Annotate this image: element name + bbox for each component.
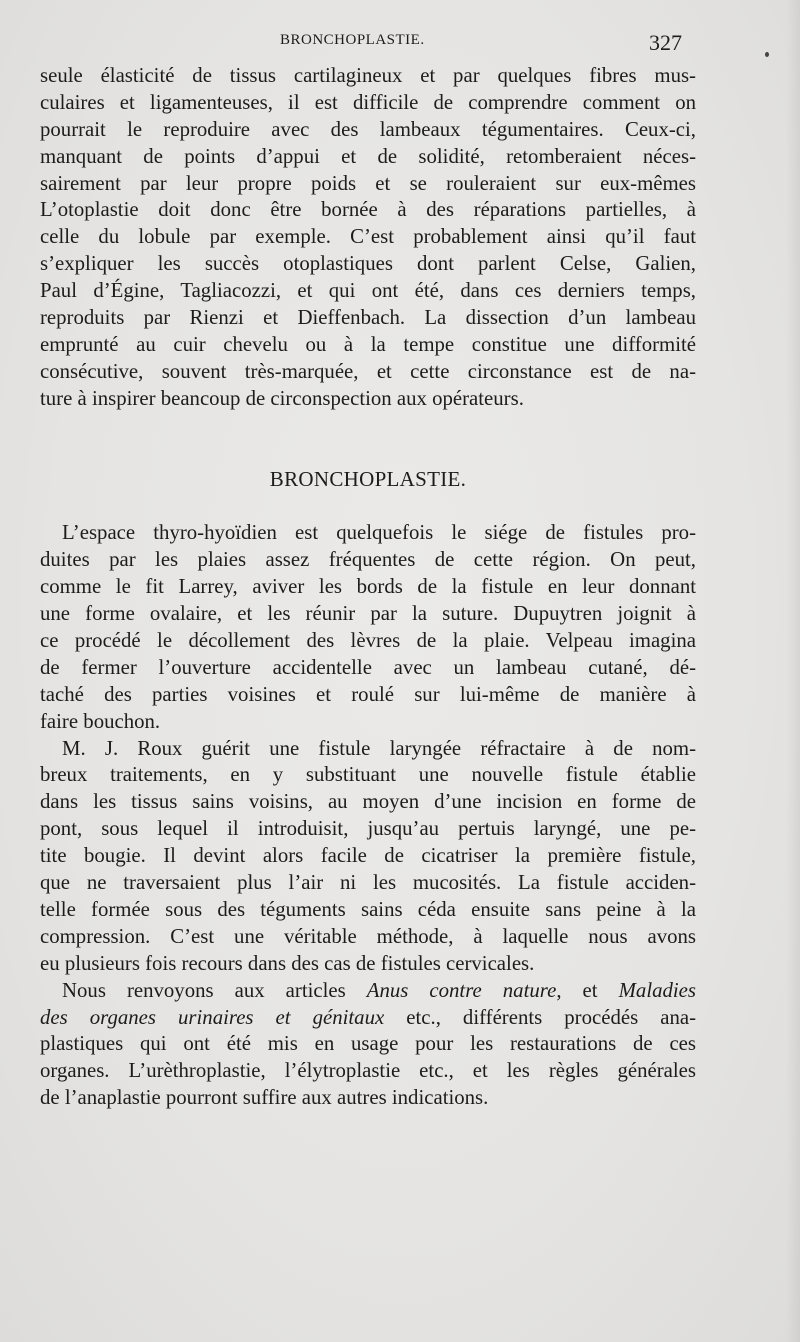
text-line: [40, 1005, 696, 1032]
text-line: faire bouchon.: [40, 709, 161, 733]
text-line: breux traitements, en y substituant une nouvelle fistule établie: [40, 763, 696, 787]
text-line: de l’anaplastie pourront suffire aux autres indications.: [40, 1086, 489, 1110]
text-line: plastiques qui ont été mis en usage pour les restaurations de ces: [40, 1032, 696, 1056]
section-title: BRONCHOPLASTIE.: [269, 466, 467, 491]
text-line: telle formée sous des téguments sains céda ensuite sans peine à la: [40, 897, 696, 921]
text-line: M. J. Roux guérit une fistule laryngée réfractaire à de nom-: [62, 736, 696, 760]
text-line: pourrait le reproduire avec des lambeaux tégumentaires. Ceux-ci,: [40, 117, 696, 141]
text-line: consécutive, souvent très-marquée, et cette circonstance est de na-: [40, 359, 696, 383]
text-line: ce procédé le décollement des lèvres de la plaie. Velpeau imagina: [40, 629, 696, 653]
italic-reference: Anus contre nature: [366, 978, 557, 1002]
page-header: [40, 30, 686, 58]
text-line: celle du lobule par exemple. C’est probablement ainsi qu’il faut: [40, 225, 696, 249]
text-line: s’expliquer les succès otoplastiques dont parlent Celse, Galien,: [40, 252, 696, 276]
text-line: comme le fit Larrey, aviver les bords de la fistule en leur donnant: [40, 575, 696, 599]
text-line: organes. L’urèthroplastie, l’élytroplastie etc., et les règles générales: [40, 1059, 696, 1083]
paragraph-roux: [40, 736, 696, 978]
text-line: sairement par leur propre poids et se rouleraient sur eux-mêmes: [40, 171, 696, 195]
text-line: Paul d’Égine, Tagliacozzi, et qui ont été, dans ces derniers temps,: [40, 279, 696, 303]
paragraph-renvoyons: [40, 978, 696, 1112]
page-number: 327: [649, 30, 682, 55]
text-line: eu plusieurs fois recours dans des cas de fistules cervicales.: [40, 951, 535, 975]
text-line: pont, sous lequel il introduisit, jusqu’au pertuis laryngé, une pe-: [40, 817, 696, 841]
text-line: manquant de points d’appui et de solidité, retomberaient néces-: [40, 144, 696, 168]
text-line: de fermer l’ouverture accidentelle avec un lambeau cutané, dé-: [40, 655, 696, 679]
text-line: taché des parties voisines et roulé sur lui-même de manière à: [40, 682, 696, 706]
text-line: dans les tissus sains voisins, au moyen d’une incision en forme de: [40, 790, 696, 814]
text-run: Nous renvoyons aux articles: [62, 978, 367, 1002]
text-line: que ne traversaient plus l’air ni les mucosités. La fistule acciden-: [40, 871, 696, 895]
running-head: BRONCHOPLASTIE.: [280, 32, 425, 48]
text-line: duites par les plaies assez fréquentes de cette région. On peut,: [40, 548, 696, 572]
text-run: etc., différents procédés ana-: [384, 1005, 696, 1029]
text-line: [40, 978, 696, 1005]
text-line: une forme ovalaire, et les réunir par la suture. Dupuytren joignit à: [40, 602, 696, 626]
ink-speck: [765, 52, 769, 57]
text-line: L’espace thyro-hyoïdien est quelquefois le siége de fistules pro-: [62, 521, 696, 545]
text-line: L’otoplastie doit donc être bornée à des réparations partielles, à: [40, 198, 696, 222]
text-line: compression. C’est une véritable méthode, à laquelle nous avons: [40, 924, 696, 948]
text-line: emprunté au cuir chevelu ou à la tempe constitue une difformité: [40, 332, 696, 356]
paragraph-espace-thyro-hyoidien: [40, 520, 696, 735]
body-text: [40, 63, 696, 1112]
italic-reference: Maladies: [618, 978, 696, 1002]
text-line: seule élasticité de tissus cartilagineux et par quelques fibres mus-: [40, 64, 696, 87]
text-line: tite bougie. Il devint alors facile de cicatriser la première fistule,: [40, 844, 696, 868]
page-edge-shadow: [786, 0, 800, 1342]
text-line: reproduits par Rienzi et Dieffenbach. La dissection d’un lambeau: [40, 306, 696, 330]
text-run: , et: [556, 978, 619, 1002]
italic-reference: des organes urinaires et génitaux: [40, 1005, 385, 1029]
paragraph-otoplastie-end: [40, 63, 696, 413]
text-line: ture à inspirer beancoup de circonspection aux opérateurs.: [40, 386, 524, 410]
text-line: culaires et ligamenteuses, il est difficile de comprendre comment on: [40, 90, 696, 114]
